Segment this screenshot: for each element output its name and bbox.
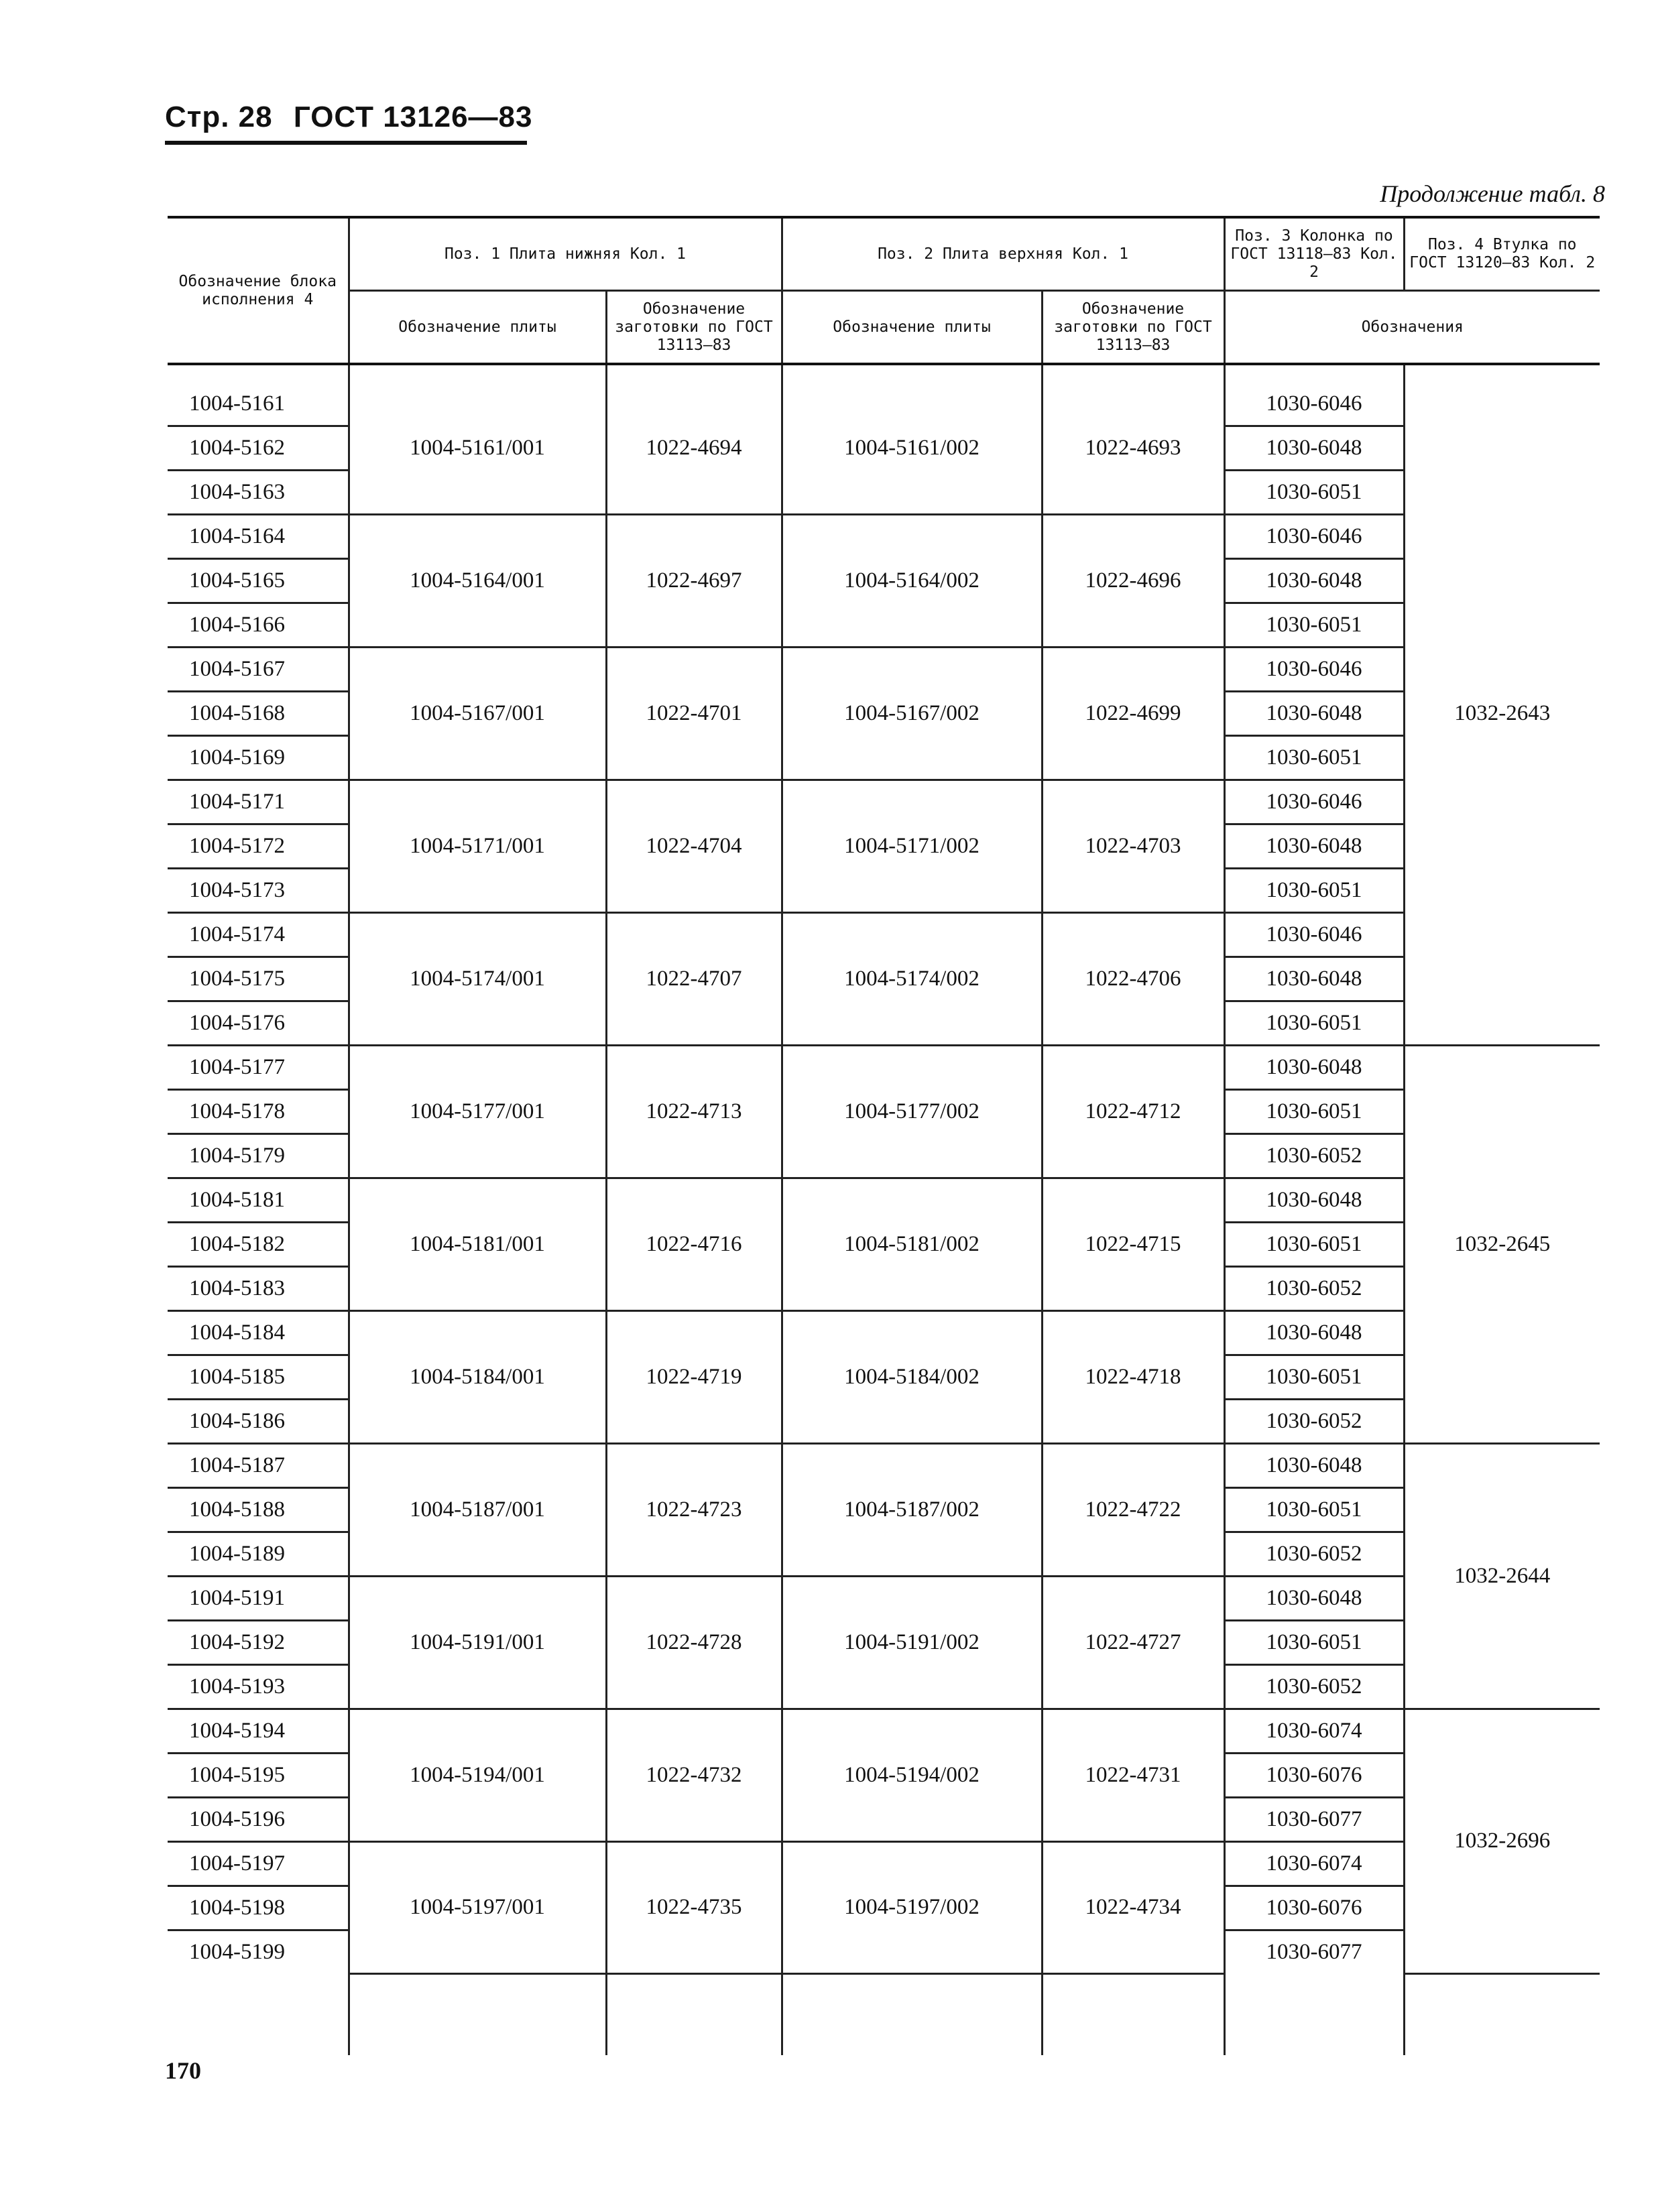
lower-blank-designation: 1022-4723: [606, 1444, 782, 1577]
column-designation: 1030-6052: [1224, 1532, 1404, 1577]
upper-blank-designation: 1022-4703: [1042, 780, 1224, 913]
column-designation: 1030-6051: [1224, 1001, 1404, 1046]
table-row: [168, 1311, 1600, 1355]
block-designation: 1004-5174: [168, 913, 349, 957]
block-designation: 1004-5187: [168, 1444, 349, 1488]
empty-cell: [349, 1973, 606, 2055]
upper-blank-designation: 1022-4712: [1042, 1046, 1224, 1178]
column-designation: 1030-6052: [1224, 1267, 1404, 1311]
block-designation: 1004-5195: [168, 1754, 349, 1798]
table-row: [168, 515, 1600, 559]
block-designation: 1004-5182: [168, 1223, 349, 1267]
col-header-pos3: Поз. 3 Колонка по ГОСТ 13118—83 Кол. 2: [1224, 217, 1404, 291]
header-underline: [165, 141, 527, 145]
column-designation: 1030-6074: [1224, 1709, 1404, 1754]
upper-blank-designation: 1022-4727: [1042, 1577, 1224, 1709]
table-row: [168, 1577, 1600, 1621]
col-header-pos1-blank: Обозначение заготовки по ГОСТ 13113—83: [606, 291, 782, 365]
empty-cell: [782, 1973, 1042, 2055]
lower-plate-designation: 1004-5161/001: [349, 364, 606, 515]
column-designation: 1030-6048: [1224, 1178, 1404, 1223]
column-designation: 1030-6077: [1224, 1930, 1404, 1974]
block-designation: 1004-5191: [168, 1577, 349, 1621]
table-row: [168, 1842, 1600, 1886]
table-row: [168, 913, 1600, 957]
lower-blank-designation: 1022-4719: [606, 1311, 782, 1444]
table-tail-spacer: [168, 1973, 1600, 2055]
upper-blank-designation: 1022-4699: [1042, 648, 1224, 780]
upper-plate-designation: 1004-5184/002: [782, 1311, 1042, 1444]
block-designation: 1004-5162: [168, 426, 349, 471]
upper-plate-designation: 1004-5187/002: [782, 1444, 1042, 1577]
block-designation: 1004-5169: [168, 736, 349, 780]
block-designation: 1004-5163: [168, 471, 349, 515]
upper-blank-designation: 1022-4696: [1042, 515, 1224, 648]
block-designation: 1004-5167: [168, 648, 349, 692]
empty-cell: [1404, 1973, 1600, 2055]
block-designation: 1004-5166: [168, 603, 349, 648]
upper-plate-designation: 1004-5194/002: [782, 1709, 1042, 1842]
table-body: [168, 364, 1600, 2055]
upper-blank-designation: 1022-4693: [1042, 364, 1224, 515]
column-designation: 1030-6051: [1224, 603, 1404, 648]
empty-cell: [606, 1973, 782, 2055]
block-designation: 1004-5179: [168, 1134, 349, 1178]
table-row: [168, 364, 1600, 426]
empty-cell: [1042, 1973, 1224, 2055]
column-designation: 1030-6048: [1224, 1046, 1404, 1090]
lower-blank-designation: 1022-4694: [606, 364, 782, 515]
lower-blank-designation: 1022-4716: [606, 1178, 782, 1311]
column-designation: 1030-6051: [1224, 1090, 1404, 1134]
column-designation: 1030-6046: [1224, 780, 1404, 824]
block-designation: 1004-5183: [168, 1267, 349, 1311]
block-designation: 1004-5178: [168, 1090, 349, 1134]
specification-table: [168, 216, 1600, 2055]
continuation-label: Продолжение табл. 8: [1380, 180, 1605, 207]
lower-plate-designation: 1004-5177/001: [349, 1046, 606, 1178]
upper-plate-designation: 1004-5197/002: [782, 1842, 1042, 1974]
upper-plate-designation: 1004-5174/002: [782, 913, 1042, 1046]
column-designation: 1030-6046: [1224, 648, 1404, 692]
block-designation: 1004-5185: [168, 1355, 349, 1400]
block-designation: 1004-5193: [168, 1665, 349, 1709]
upper-blank-designation: 1022-4715: [1042, 1178, 1224, 1311]
column-designation: 1030-6046: [1224, 913, 1404, 957]
column-designation: 1030-6046: [1224, 515, 1404, 559]
block-designation: 1004-5171: [168, 780, 349, 824]
column-designation: 1030-6051: [1224, 736, 1404, 780]
upper-blank-designation: 1022-4718: [1042, 1311, 1224, 1444]
lower-plate-designation: 1004-5174/001: [349, 913, 606, 1046]
table-row: [168, 1046, 1600, 1090]
block-designation: 1004-5165: [168, 559, 349, 603]
bushing-designation: 1032-2643: [1404, 364, 1600, 1046]
empty-cell: [168, 1973, 349, 2055]
upper-plate-designation: 1004-5191/002: [782, 1577, 1042, 1709]
bushing-designation: 1032-2696: [1404, 1709, 1600, 1974]
lower-plate-designation: 1004-5184/001: [349, 1311, 606, 1444]
column-designation: 1030-6048: [1224, 1444, 1404, 1488]
column-designation: 1030-6048: [1224, 1311, 1404, 1355]
column-designation: 1030-6048: [1224, 957, 1404, 1001]
table-row: [168, 780, 1600, 824]
upper-plate-designation: 1004-5164/002: [782, 515, 1042, 648]
lower-plate-designation: 1004-5197/001: [349, 1842, 606, 1974]
column-designation: 1030-6048: [1224, 559, 1404, 603]
column-designation: 1030-6048: [1224, 692, 1404, 736]
header-page-ref: Стр. 28: [165, 101, 273, 133]
block-designation: 1004-5181: [168, 1178, 349, 1223]
lower-blank-designation: 1022-4707: [606, 913, 782, 1046]
table-row: [168, 1178, 1600, 1223]
upper-blank-designation: 1022-4731: [1042, 1709, 1224, 1842]
column-designation: 1030-6051: [1224, 1223, 1404, 1267]
table-row: [168, 648, 1600, 692]
upper-blank-designation: 1022-4734: [1042, 1842, 1224, 1974]
col-header-pos2-blank: Обозначение заготовки по ГОСТ 13113—83: [1042, 291, 1224, 365]
block-designation: 1004-5197: [168, 1842, 349, 1886]
col-header-block: Обозначение блока исполнения 4: [168, 217, 349, 364]
table-row: [168, 1444, 1600, 1488]
column-designation: 1030-6051: [1224, 471, 1404, 515]
block-designation: 1004-5189: [168, 1532, 349, 1577]
column-designation: 1030-6076: [1224, 1754, 1404, 1798]
block-designation: 1004-5198: [168, 1886, 349, 1930]
column-designation: 1030-6051: [1224, 1488, 1404, 1532]
block-designation: 1004-5173: [168, 869, 349, 913]
empty-cell: [1224, 1973, 1404, 2055]
column-designation: 1030-6052: [1224, 1134, 1404, 1178]
page-header: [165, 101, 533, 134]
table-row: [168, 1709, 1600, 1754]
col-header-pos1: Поз. 1 Плита нижняя Кол. 1: [349, 217, 782, 291]
lower-plate-designation: 1004-5171/001: [349, 780, 606, 913]
lower-plate-designation: 1004-5187/001: [349, 1444, 606, 1577]
col-header-pos1-plate: Обозначение плиты: [349, 291, 606, 365]
table-header: [168, 217, 1600, 364]
block-designation: 1004-5194: [168, 1709, 349, 1754]
block-designation: 1004-5172: [168, 824, 349, 869]
block-designation: 1004-5175: [168, 957, 349, 1001]
lower-plate-designation: 1004-5191/001: [349, 1577, 606, 1709]
block-designation: 1004-5164: [168, 515, 349, 559]
block-designation: 1004-5199: [168, 1930, 349, 1974]
column-designation: 1030-6052: [1224, 1400, 1404, 1444]
lower-plate-designation: 1004-5164/001: [349, 515, 606, 648]
column-designation: 1030-6048: [1224, 824, 1404, 869]
column-designation: 1030-6051: [1224, 1355, 1404, 1400]
block-designation: 1004-5192: [168, 1621, 349, 1665]
column-designation: 1030-6048: [1224, 426, 1404, 471]
column-designation: 1030-6076: [1224, 1886, 1404, 1930]
col-header-pos4: Поз. 4 Втулка по ГОСТ 13120—83 Кол. 2: [1404, 217, 1600, 291]
block-designation: 1004-5196: [168, 1798, 349, 1842]
block-designation: 1004-5176: [168, 1001, 349, 1046]
lower-blank-designation: 1022-4728: [606, 1577, 782, 1709]
column-designation: 1030-6048: [1224, 1577, 1404, 1621]
header-standard: ГОСТ 13126—83: [293, 101, 533, 133]
block-designation: 1004-5186: [168, 1400, 349, 1444]
column-designation: 1030-6051: [1224, 869, 1404, 913]
block-designation: 1004-5177: [168, 1046, 349, 1090]
upper-plate-designation: 1004-5177/002: [782, 1046, 1042, 1178]
lower-blank-designation: 1022-4697: [606, 515, 782, 648]
upper-plate-designation: 1004-5167/002: [782, 648, 1042, 780]
col-header-pos2-plate: Обозначение плиты: [782, 291, 1042, 365]
block-designation: 1004-5184: [168, 1311, 349, 1355]
block-designation: 1004-5161: [168, 364, 349, 426]
lower-blank-designation: 1022-4735: [606, 1842, 782, 1974]
lower-plate-designation: 1004-5194/001: [349, 1709, 606, 1842]
upper-plate-designation: 1004-5171/002: [782, 780, 1042, 913]
bushing-designation: 1032-2645: [1404, 1046, 1600, 1444]
lower-plate-designation: 1004-5181/001: [349, 1178, 606, 1311]
page-number: 170: [165, 2057, 201, 2084]
block-designation: 1004-5168: [168, 692, 349, 736]
lower-blank-designation: 1022-4732: [606, 1709, 782, 1842]
lower-blank-designation: 1022-4704: [606, 780, 782, 913]
column-designation: 1030-6052: [1224, 1665, 1404, 1709]
lower-blank-designation: 1022-4713: [606, 1046, 782, 1178]
column-designation: 1030-6077: [1224, 1798, 1404, 1842]
col-header-pos2: Поз. 2 Плита верхняя Кол. 1: [782, 217, 1224, 291]
column-designation: 1030-6051: [1224, 1621, 1404, 1665]
upper-plate-designation: 1004-5181/002: [782, 1178, 1042, 1311]
upper-blank-designation: 1022-4722: [1042, 1444, 1224, 1577]
block-designation: 1004-5188: [168, 1488, 349, 1532]
lower-blank-designation: 1022-4701: [606, 648, 782, 780]
col-header-designations: Обозначения: [1224, 291, 1600, 365]
column-designation: 1030-6046: [1224, 364, 1404, 426]
bushing-designation: 1032-2644: [1404, 1444, 1600, 1709]
column-designation: 1030-6074: [1224, 1842, 1404, 1886]
lower-plate-designation: 1004-5167/001: [349, 648, 606, 780]
upper-plate-designation: 1004-5161/002: [782, 364, 1042, 515]
upper-blank-designation: 1022-4706: [1042, 913, 1224, 1046]
